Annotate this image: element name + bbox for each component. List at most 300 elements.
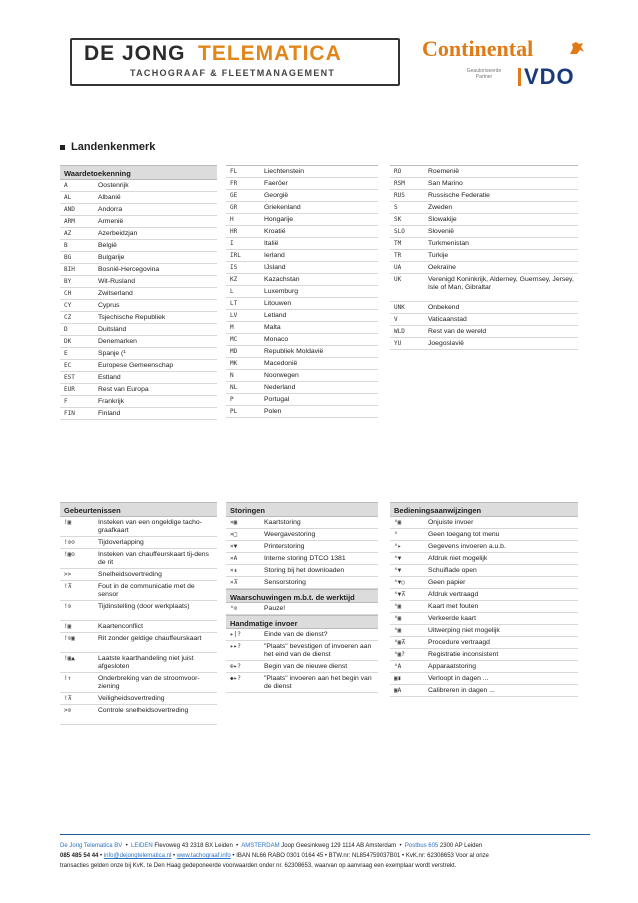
row-code: E (64, 349, 68, 357)
fault-row (226, 577, 378, 589)
country-row (226, 190, 378, 202)
vdo-wordmark: VDO (524, 64, 575, 89)
row-code: CZ (64, 313, 72, 321)
row-code: I (230, 239, 234, 247)
row-code: !⊙ (64, 602, 72, 610)
row-code: ▣A (394, 686, 402, 694)
instruction-row (390, 649, 578, 661)
instructions-table (390, 502, 578, 697)
table-head-waardetoekenning: Waardetoekenning (60, 166, 217, 180)
row-code: V (394, 315, 398, 323)
row-text: Armenië (98, 217, 124, 225)
row-code: RUS (394, 191, 405, 199)
footer-phone: 085 485 54 44 (60, 853, 99, 859)
country-row (226, 166, 378, 178)
country-row (60, 180, 217, 192)
row-text: Russische Federatie (428, 191, 490, 199)
logo-text-telematica: TELEMATICA (198, 42, 342, 65)
row-code: CY (64, 301, 72, 309)
row-text: Finland (98, 409, 121, 417)
row-code: ⁴▼⊼ (394, 590, 406, 598)
row-code: ⁴▼ (394, 554, 402, 562)
row-code: ⁴▣ (394, 614, 402, 622)
row-text: Geen toegang tot menu (428, 530, 500, 538)
country-row (226, 298, 378, 310)
row-text: Polen (264, 407, 282, 415)
row-text: Rest van Europa (98, 385, 149, 393)
row-text: Fout in de communicatie met de sensor (98, 582, 195, 598)
country-row (226, 370, 378, 382)
row-code: GR (230, 203, 238, 211)
row-code: !↑ (64, 674, 72, 682)
row-text: Slovenië (428, 227, 455, 235)
country-row (60, 360, 217, 372)
row-text: Denemarken (98, 337, 137, 345)
country-row (60, 264, 217, 276)
row-code: EUR (64, 385, 75, 393)
warnings-list (226, 603, 378, 615)
row-code: UA (394, 263, 402, 271)
country-row (226, 322, 378, 334)
row-text: Frankrijk (98, 397, 125, 405)
row-code: CH (64, 289, 72, 297)
event-row (60, 653, 217, 673)
row-text: "Plaats" bevestigen of invoeren aan het eind van de dienst (264, 642, 372, 658)
country-row (226, 250, 378, 262)
event-row (60, 693, 217, 705)
row-text: Insteken van chauffeurskaart tij-dens de rit (98, 550, 209, 566)
row-code: UK (394, 275, 402, 283)
row-code: ×⇟ (230, 566, 238, 574)
row-text: Spanje (¹ (98, 349, 126, 357)
table-head-gebeurtenissen: Gebeurtenissen (60, 503, 217, 517)
country-row (60, 408, 217, 420)
country-table-3 (390, 165, 578, 350)
row-text: Noorwegen (264, 371, 299, 379)
row-text: Georgië (264, 191, 289, 199)
row-code: !⊼ (64, 582, 73, 590)
row-code: UNK (394, 303, 405, 311)
row-text: Weergavestoring (264, 530, 316, 538)
footer-leiden-label: LEIDEN (131, 843, 153, 849)
fault-row (226, 541, 378, 553)
row-text: Albanië (98, 193, 121, 201)
row-text: Kaartenconflict (98, 622, 143, 630)
row-code: A (64, 181, 68, 189)
country-row (60, 384, 217, 396)
row-text: Kaartstoring (264, 518, 301, 526)
instructions-list (390, 517, 578, 697)
row-text: Nederland (264, 383, 296, 391)
event-row (60, 549, 217, 569)
instruction-row (390, 601, 578, 613)
country-row (390, 166, 578, 178)
row-code: RO (394, 167, 402, 175)
country-row (226, 226, 378, 238)
row-code: ◆▸? (230, 674, 241, 682)
footer (60, 841, 600, 871)
manual-row (226, 629, 378, 641)
row-text: Turkmenistan (428, 239, 469, 247)
row-code: P (230, 395, 234, 403)
row-text: Zweden (428, 203, 453, 211)
row-code: HR (230, 227, 238, 235)
footer-line-2: 085 485 54 44 • info@dejongtelematica.nl • www.tachograaf.info • IBAN NL66 RABO 0301 0164 45 • BTW.nr: NL854759037B01 • KvK.nr: 62308653 Voor al onze (60, 853, 489, 859)
row-text: Republiek Moldavië (264, 347, 324, 355)
row-text: Bosnië-Hercegovina (98, 265, 160, 273)
instruction-row (390, 529, 578, 541)
row-code: BY (64, 277, 72, 285)
row-text: Bulgarije (98, 253, 125, 261)
row-text: Calibreren in dagen ... (428, 686, 495, 694)
row-text: Gegevens invoeren a.u.b. (428, 542, 506, 550)
dejong-telematica-logo (70, 38, 400, 86)
row-code: FR (230, 179, 238, 187)
footer-line-1: De Jong Telematica BV • LEIDEN Flevoweg 43 2318 BX Leiden • AMSTERDAM Joop Geesinkweg 129 1114 AB Amsterdam • Postbus 605 2300 AP Leiden (60, 843, 483, 849)
instruction-row (390, 541, 578, 553)
country-row (60, 240, 217, 252)
row-code: !⊙⊙ (64, 538, 75, 546)
row-code: ▸|? (230, 630, 241, 638)
country-row (60, 192, 217, 204)
vdo-divider (518, 68, 521, 86)
country-list-2 (226, 166, 378, 418)
country-row (226, 394, 378, 406)
row-code: TM (394, 239, 402, 247)
country-row (390, 302, 578, 314)
row-code: IS (230, 263, 238, 271)
row-code: ×▣ (230, 518, 238, 526)
row-text: Cyprus (98, 301, 120, 309)
row-code: N (230, 371, 234, 379)
country-table-1 (60, 165, 217, 420)
row-text: Sensorstoring (264, 578, 306, 586)
row-code: >> (64, 570, 72, 578)
manual-row (226, 673, 378, 693)
table-head-storingen: Storingen (226, 503, 378, 517)
country-row (226, 382, 378, 394)
country-row (390, 178, 578, 190)
row-code: BG (64, 253, 72, 261)
row-code: D (64, 325, 68, 333)
row-text: Estland (98, 373, 121, 381)
row-code: !▣▲ (64, 654, 75, 662)
row-text: Schuiflade open (428, 566, 477, 574)
row-text: Duitsland (98, 325, 127, 333)
row-text: Registratie inconsistent (428, 650, 499, 658)
row-code: ×⊼ (230, 578, 239, 586)
row-text: België (98, 241, 117, 249)
footer-web-link[interactable]: www.tachograaf.info (176, 853, 231, 859)
row-text: Afdruk vertraagd (428, 590, 479, 598)
row-text: Oostenrijk (98, 181, 129, 189)
country-row (60, 336, 217, 348)
country-row (60, 228, 217, 240)
row-code: RSM (394, 179, 405, 187)
fault-row (226, 517, 378, 529)
row-code: EC (64, 361, 72, 369)
row-code: BIH (64, 265, 75, 273)
row-text: Tsjechische Republiek (98, 313, 166, 321)
instruction-row (390, 565, 578, 577)
row-code: S (394, 203, 398, 211)
row-text: Kroatië (264, 227, 286, 235)
row-code: ▣▮ (394, 674, 402, 682)
country-row (226, 238, 378, 250)
row-text: Faeröer (264, 179, 288, 187)
event-row (60, 705, 217, 725)
table-head-bedieningsaanwijzingen: Bedieningsaanwijzingen (390, 503, 578, 517)
row-text: Verloopt in dagen ... (428, 674, 489, 682)
manual-row (226, 641, 378, 661)
row-text: Interne storing DTCO 1381 (264, 554, 346, 562)
fault-row (226, 553, 378, 565)
row-text: Verenigd Koninkrijk, Alderney, Guernsey, Jersey, Isle of Man, Gibraltar (428, 275, 574, 291)
country-row (390, 338, 578, 350)
row-text: "Plaats" invoeren aan het begin van de dienst (264, 674, 372, 690)
row-text: Andorra (98, 205, 123, 213)
row-code: !⊙▣ (64, 634, 75, 642)
row-text: Onjuiste invoer (428, 518, 474, 526)
row-code: L (230, 287, 234, 295)
footer-divider (60, 834, 590, 835)
row-text: Afdruk niet mogelijk (428, 554, 488, 562)
row-text: Veiligheidsovertreding (98, 694, 165, 702)
row-text: Rit zonder geldige chauffeurskaart (98, 634, 202, 642)
country-row (226, 406, 378, 418)
country-row (226, 274, 378, 286)
row-code: ⁴▼○ (394, 578, 405, 586)
row-text: Pauze! (264, 604, 286, 612)
row-code: ⁴▣⊼ (394, 638, 406, 646)
row-text: Slowakije (428, 215, 457, 223)
row-text: Laatste kaarthandeling niet juist afgesloten (98, 654, 194, 670)
row-text: Onbekend (428, 303, 460, 311)
footer-postbus-address: 2300 AP Leiden (439, 843, 483, 849)
row-text: Letland (264, 311, 287, 319)
country-row (390, 238, 578, 250)
country-row (60, 216, 217, 228)
instruction-row (390, 625, 578, 637)
row-text: Tijdinstelling (door werkplaats) (98, 602, 190, 610)
row-text: Monaco (264, 335, 289, 343)
row-code: LT (230, 299, 238, 307)
row-code: ⁴▣ (394, 518, 402, 526)
row-code: IRL (230, 251, 241, 259)
row-code: F (64, 397, 68, 405)
country-row (390, 226, 578, 238)
row-code: PL (230, 407, 238, 415)
instruction-row (390, 613, 578, 625)
section-title-landenkenmerk: Landenkenmerk (60, 141, 155, 153)
row-code: !▣⊙ (64, 550, 75, 558)
row-text: Oekraïne (428, 263, 456, 271)
country-row (226, 286, 378, 298)
country-row (226, 178, 378, 190)
row-text: Kaart met fouten (428, 602, 479, 610)
row-code: AL (64, 193, 72, 201)
instruction-row (390, 577, 578, 589)
event-row (60, 633, 217, 653)
fault-row (226, 565, 378, 577)
footer-postbus-label: Postbus 605 (404, 843, 439, 849)
event-row (60, 517, 217, 537)
country-row (60, 396, 217, 408)
row-text: Portugal (264, 395, 290, 403)
row-code: GE (230, 191, 238, 199)
row-code: MC (230, 335, 238, 343)
row-code: SK (394, 215, 402, 223)
table-head-handmatige-invoer: Handmatige invoer (226, 615, 378, 629)
instruction-row (390, 673, 578, 685)
country-row (226, 262, 378, 274)
row-text: Begin van de nieuwe dienst (264, 662, 348, 670)
row-text: Storing bij het downloaden (264, 566, 345, 574)
row-text: Hongarije (264, 215, 294, 223)
faults-list (226, 517, 378, 589)
row-code: ARM (64, 217, 75, 225)
row-text: Liechtenstein (264, 167, 305, 175)
country-row (226, 202, 378, 214)
country-row (60, 252, 217, 264)
country-row (390, 190, 578, 202)
instruction-row (390, 637, 578, 649)
row-text: Kazachstan (264, 275, 300, 283)
row-code: EST (64, 373, 75, 381)
row-code: ⁴A (394, 662, 402, 670)
row-code: ⁴▸ (394, 542, 402, 550)
row-text: Vaticaanstad (428, 315, 467, 323)
row-text: Europese Gemeenschap (98, 361, 174, 369)
row-code: NL (230, 383, 238, 391)
instruction-row (390, 517, 578, 529)
row-text: Italië (264, 239, 279, 247)
row-code: LV (230, 311, 238, 319)
country-row (60, 348, 217, 360)
manual-list (226, 629, 378, 693)
row-text: IJsland (264, 263, 286, 271)
event-row (60, 673, 217, 693)
events-table (60, 502, 217, 725)
row-code: KZ (230, 275, 238, 283)
row-text: Tijdoverlapping (98, 538, 144, 546)
event-row (60, 621, 217, 633)
row-text: Rest van de wereld (428, 327, 487, 335)
warning-row (226, 603, 378, 615)
country-row (60, 324, 217, 336)
country-row (390, 250, 578, 262)
continental-wordmark: Continental (422, 36, 534, 61)
country-list-3 (390, 166, 578, 350)
continental-vdo-logo (420, 36, 590, 96)
row-text: Insteken van een ongeldige tacho-graafkaart (98, 518, 202, 534)
row-text: San Marino (428, 179, 463, 187)
horse-icon (568, 40, 586, 56)
row-code: H (230, 215, 234, 223)
row-code: FIN (64, 409, 75, 417)
country-row (390, 262, 578, 274)
row-code: >⊙ (64, 706, 72, 714)
logo-subtitle: TACHOGRAAF & FLEETMANAGEMENT (126, 68, 339, 78)
footer-amsterdam-label: AMSTERDAM (241, 843, 280, 849)
row-code: ⁴▼ (394, 566, 402, 574)
row-code: ×▼ (230, 542, 238, 550)
country-table-2 (226, 165, 378, 418)
row-text: Printerstoring (264, 542, 305, 550)
country-row (390, 214, 578, 226)
row-code: !⊼ (64, 694, 73, 702)
country-row (390, 274, 578, 302)
country-row (60, 288, 217, 300)
row-code: MD (230, 347, 238, 355)
footer-legal: • IBAN NL66 RABO 0301 0164 45 • BTW.nr: NL854759037B01 • KvK.nr: 62308653 Voor al onze (232, 853, 489, 859)
footer-amsterdam-address: Joop Geesinkweg 129 1114 AB Amsterdam (281, 843, 397, 849)
row-text: Azerbeidzjan (98, 229, 138, 237)
row-code: ×A (230, 554, 238, 562)
row-code: DK (64, 337, 72, 345)
row-code: ⊕▸? (230, 662, 241, 670)
events-list (60, 517, 217, 725)
row-code: ▸▸? (230, 642, 241, 650)
footer-leiden-address: Flevoweg 43 2318 BX Leiden (154, 843, 233, 849)
row-code: ⁴▣? (394, 650, 405, 658)
row-text: Ierland (264, 251, 285, 259)
row-text: Einde van de dienst? (264, 630, 328, 638)
country-row (226, 214, 378, 226)
row-text: Griekenland (264, 203, 301, 211)
row-code: ×□ (230, 530, 238, 538)
country-row (226, 358, 378, 370)
footer-email-link[interactable]: info@dejongtelematica.nl (103, 853, 172, 859)
row-code: FL (230, 167, 238, 175)
footer-line-3: transacties gelden onze bij KvK. te Den Haag gedeponeerde voorwaarden onder nr. 62308653, waarvan op aanvraag een exemplaar wordt verstrekt. (60, 863, 457, 869)
row-text: Onderbreking van de stroomvoor-ziening (98, 674, 200, 690)
row-code: YU (394, 339, 402, 347)
country-list-1 (60, 180, 217, 420)
row-text: Litouwen (264, 299, 292, 307)
event-row (60, 569, 217, 581)
country-row (226, 310, 378, 322)
country-row (60, 276, 217, 288)
row-text: Geen papier (428, 578, 466, 586)
logo-text-dejong: DE JONG (84, 42, 186, 65)
row-text: Luxemburg (264, 287, 299, 295)
row-text: Joegoslavië (428, 339, 464, 347)
event-row (60, 581, 217, 601)
instruction-row (390, 553, 578, 565)
partner-label: Geautoriseerde Partner (466, 68, 502, 80)
row-text: Malta (264, 323, 281, 331)
row-code: TR (394, 251, 402, 259)
country-row (60, 312, 217, 324)
row-code: !▣ (64, 518, 72, 526)
instruction-row (390, 685, 578, 697)
row-code: ⁴▣ (394, 626, 402, 634)
row-text: Uitwerping niet mogelijk (428, 626, 500, 634)
instruction-row (390, 589, 578, 601)
footer-company: De Jong Telematica BV (60, 843, 123, 849)
country-row (390, 202, 578, 214)
row-code: ⁴⊙ (230, 604, 238, 612)
row-code: AND (64, 205, 75, 213)
country-row (60, 372, 217, 384)
row-code: AZ (64, 229, 72, 237)
row-text: Macedonië (264, 359, 298, 367)
instruction-row (390, 661, 578, 673)
country-row (60, 300, 217, 312)
row-text: Wit-Rusland (98, 277, 136, 285)
row-code: WLD (394, 327, 405, 335)
